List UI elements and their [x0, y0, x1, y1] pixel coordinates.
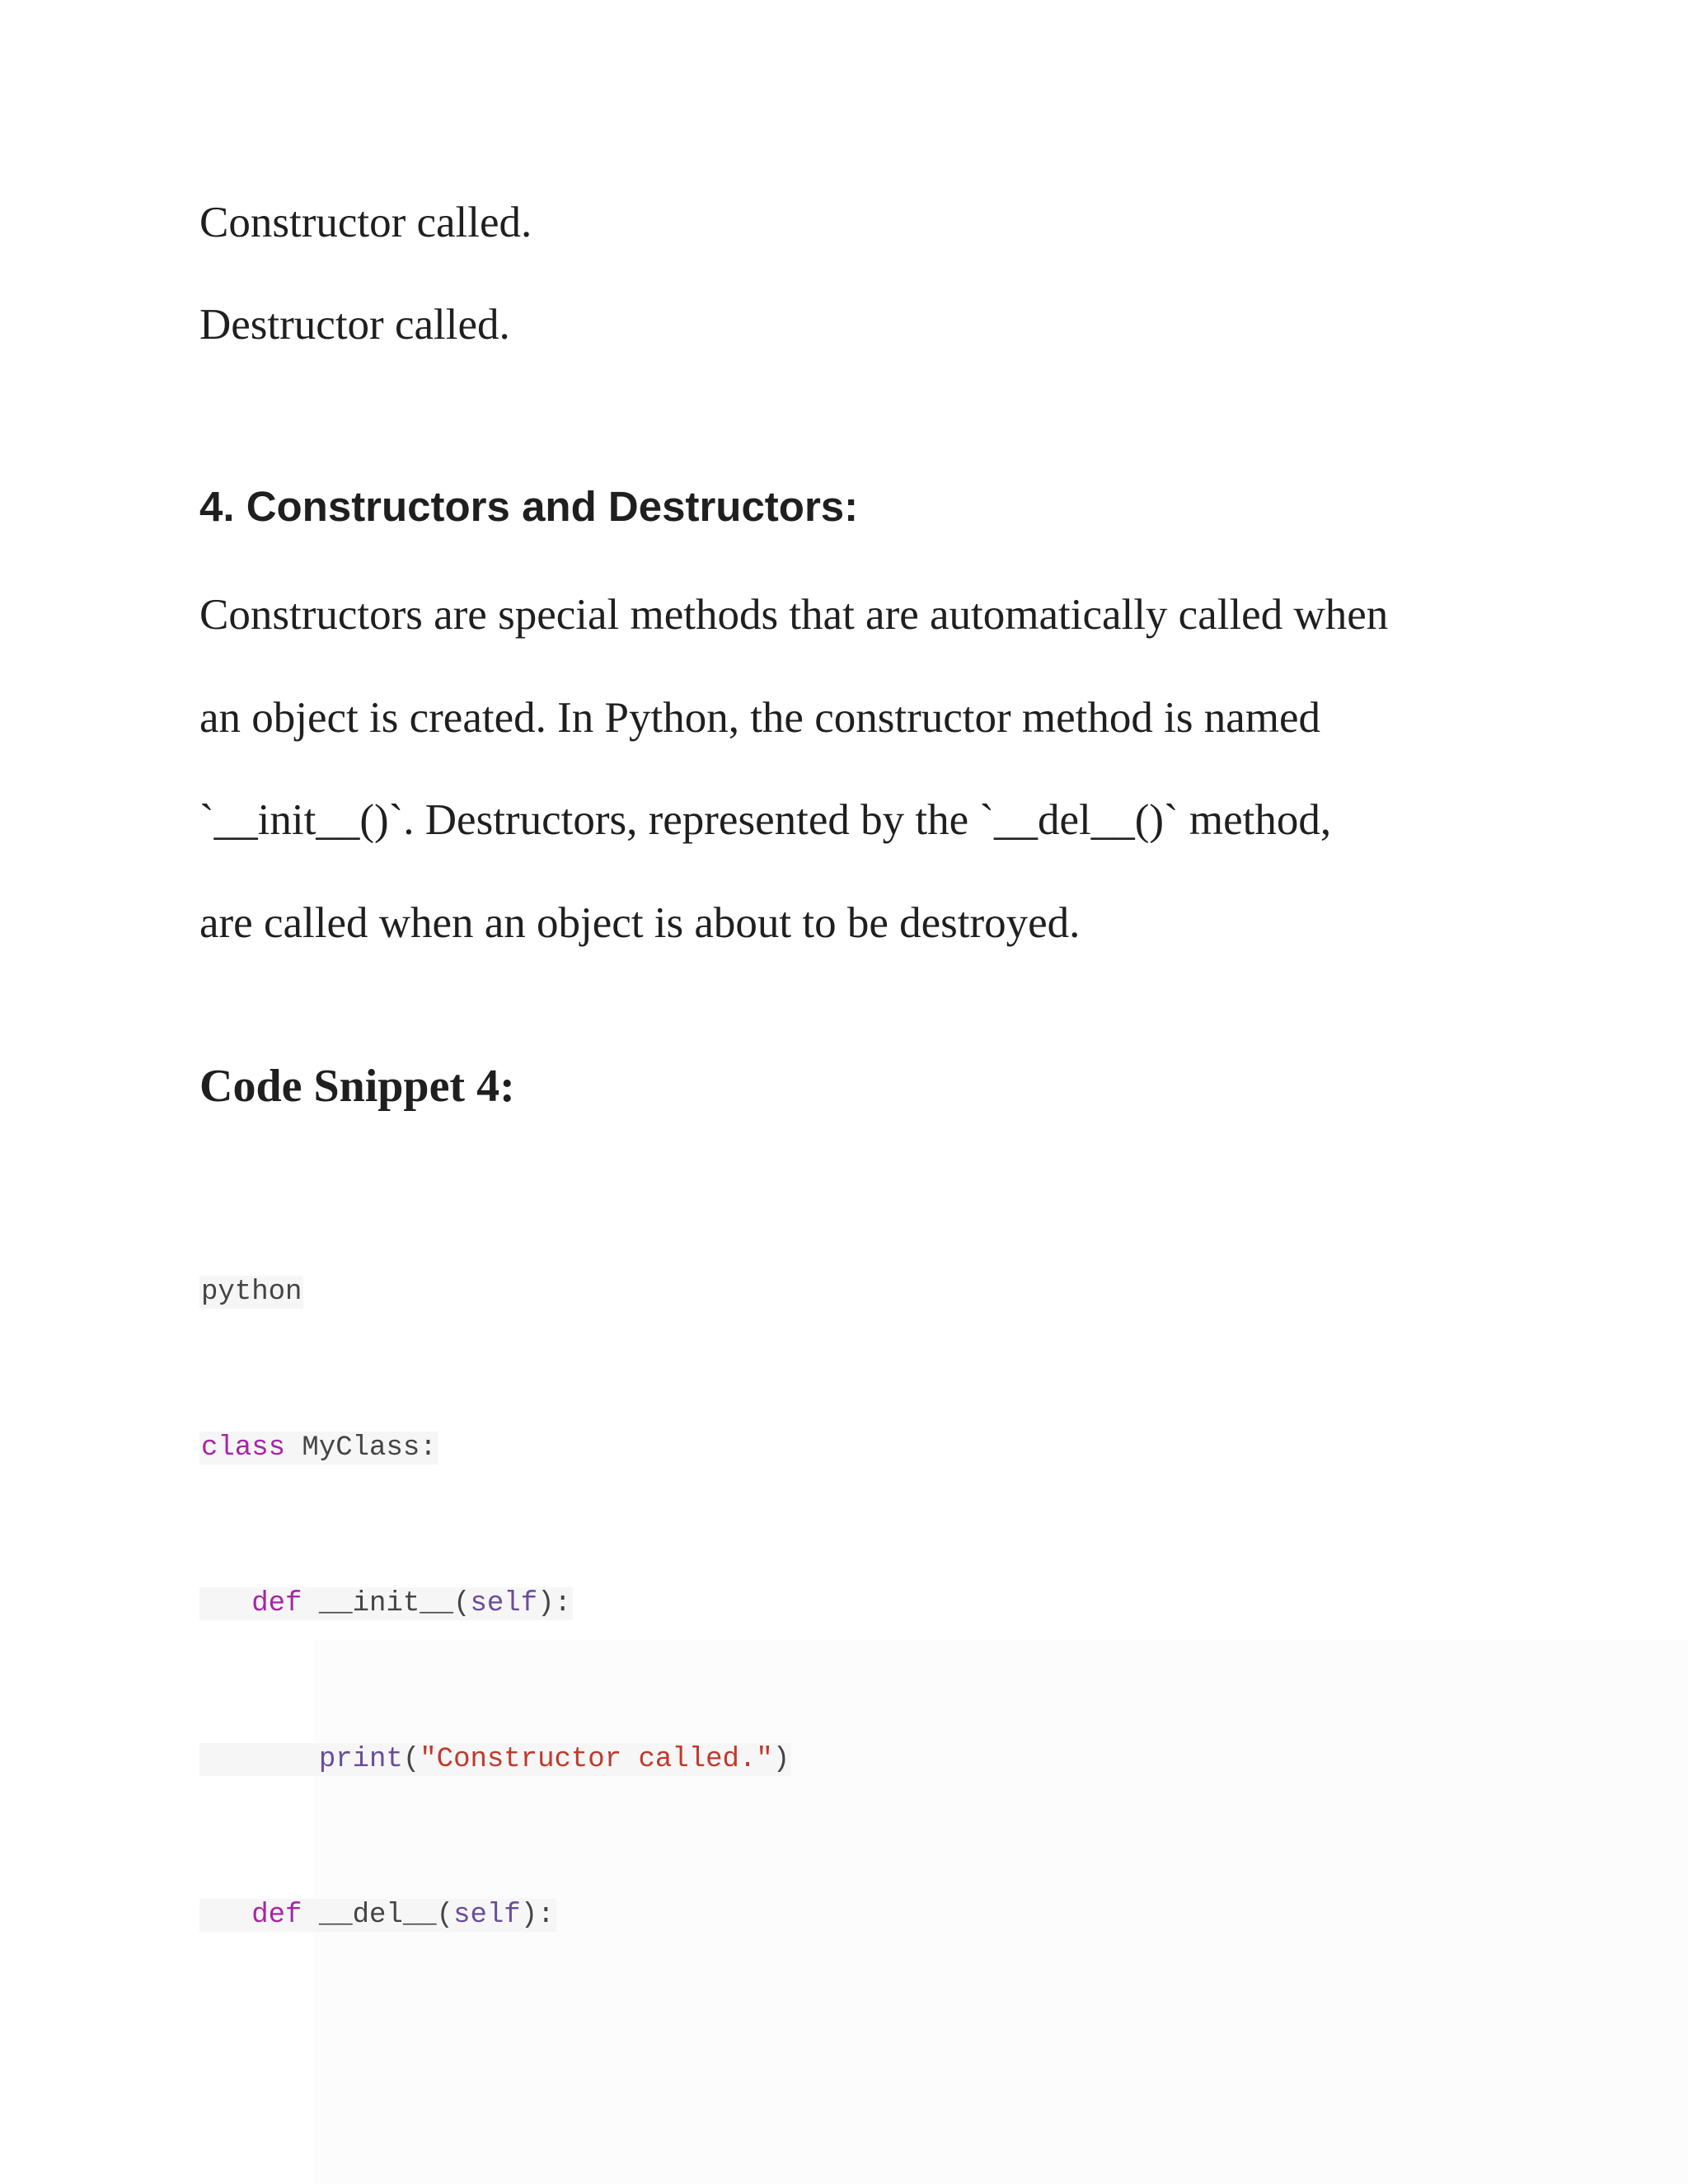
code-self-param: self — [453, 1900, 521, 1931]
paragraph-line: Constructors are special methods that are automatically called when — [199, 591, 1389, 639]
code-keyword: def — [251, 1588, 302, 1619]
code-indent — [201, 1900, 251, 1931]
code-punctuation: ): — [520, 1900, 555, 1931]
code-language-label — [199, 1276, 303, 1309]
section-heading: 4. Constructors and Destructors: — [199, 483, 859, 530]
code-punctuation: ) — [772, 1744, 790, 1775]
code-indent — [201, 1588, 251, 1619]
code-indent — [201, 1744, 319, 1775]
code-line-class — [199, 1432, 438, 1465]
code-punctuation: ( — [402, 1744, 420, 1775]
code-keyword: class — [201, 1432, 286, 1464]
section-paragraph — [199, 564, 1485, 974]
code-keyword: def — [251, 1900, 302, 1931]
paragraph-line: an object is created. In Python, the constructor method is named — [199, 693, 1320, 742]
code-self-param: self — [470, 1588, 538, 1619]
output-line-constructor: Constructor called. — [199, 199, 532, 246]
code-line-init — [199, 1587, 573, 1620]
code-string: "Constructor called." — [420, 1744, 773, 1775]
code-line-print — [199, 1743, 791, 1776]
snippet-heading: Code Snippet 4: — [199, 1061, 515, 1112]
code-line-del — [199, 1899, 556, 1932]
code-method-name: __del__( — [302, 1900, 454, 1931]
code-method-name: __init__( — [302, 1588, 471, 1619]
code-class-name: MyClass: — [285, 1432, 437, 1464]
output-line-destructor: Destructor called. — [199, 301, 510, 349]
paragraph-line: `__init__()`. Destructors, represented by the `__del__()` method, — [199, 796, 1332, 844]
code-language-text: python — [201, 1277, 302, 1308]
code-punctuation: ): — [537, 1588, 571, 1619]
code-builtin: print — [318, 1744, 403, 1775]
paragraph-line: are called when an object is about to be destroyed. — [199, 898, 1081, 947]
